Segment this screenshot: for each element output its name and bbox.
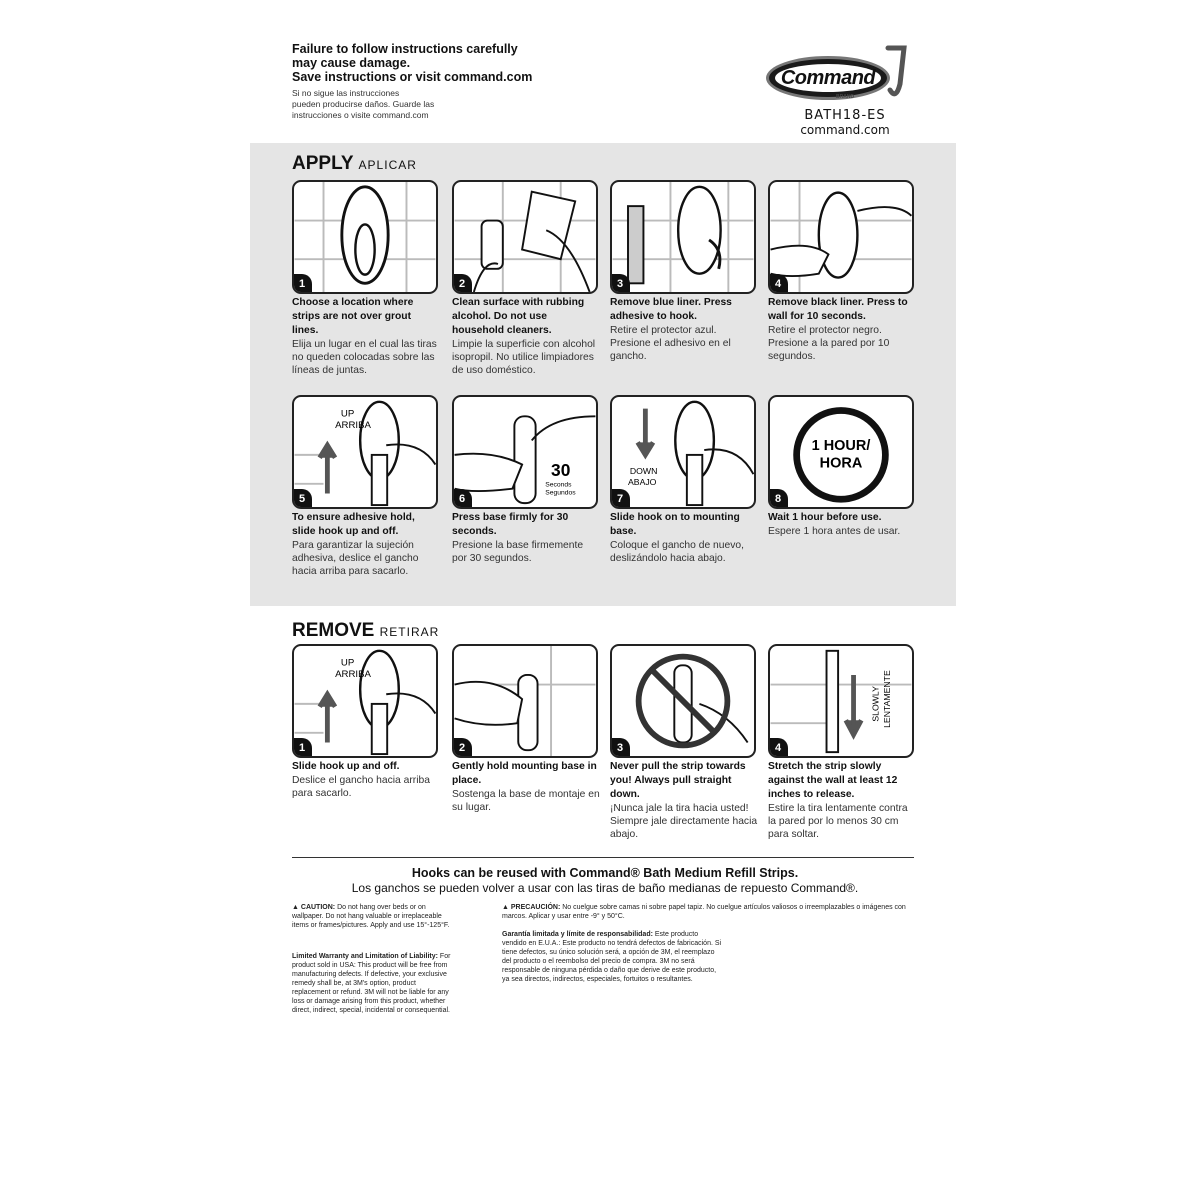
apply-step-3: 3 Remove blue liner. Press adhesive to hook. Retire el protector azul. Presione el adhesivo en el gancho. <box>610 180 758 363</box>
apply-step-6: 30 Seconds Segundos 6 Press base firmly for 30 seconds. Presione la base firmemente por 30 segundos. <box>452 395 600 565</box>
prohibited-icon <box>612 646 754 756</box>
svg-text:Seconds: Seconds <box>545 481 572 489</box>
apply-step-1: 1 Choose a location where strips are not over grout lines. Elija un lugar en el cual las tiras no queden colocadas sobre las líneas de juntas. <box>292 180 440 377</box>
warning-icon: ▲ <box>502 904 509 911</box>
svg-text:UP: UP <box>340 657 355 669</box>
cleaning-hand-icon <box>454 182 596 292</box>
hour-label: 1 HOUR/ <box>811 438 871 455</box>
step-illustration: UP ARRIBA 5 <box>292 395 438 509</box>
caution-text: ▲ CAUTION: Do not hang over beds or on wallpaper. Do not hang valuable or irreplaceable items or frames/pictures. Apply and use 15°-125°F. <box>292 904 450 929</box>
svg-text:Segundos: Segundos <box>545 489 576 497</box>
slide-up-icon <box>294 646 436 756</box>
stretch-strip-icon <box>770 646 912 756</box>
hook-icon <box>884 44 908 102</box>
step-illustration: SLOWLY LENTAMENTE 4 <box>768 644 914 758</box>
step-number: 1 <box>292 274 312 294</box>
remove-step-3: 3 Never pull the strip towards you! Always pull straight down. ¡Nunca jale la tira hacia usted! Siempre jale directamente hacia abajo. <box>610 644 758 841</box>
apply-step-5: UP ARRIBA 5 To ensure adhesive hold, slide hook up and off. Para garantizar la sujeción adhesiva, deslice el gancho hacia arriba para sacarlo. <box>292 395 440 578</box>
step-illustration <box>292 180 438 294</box>
step-illustration: 4 <box>768 180 914 294</box>
step-illustration: 1 HOUR/ HORA 8 <box>768 395 914 509</box>
command-logo <box>766 42 912 112</box>
step-illustration: 3 <box>610 180 756 294</box>
product-code-block <box>790 108 900 137</box>
hold-base-icon <box>454 646 596 756</box>
logo-brand: BRAND <box>836 94 855 100</box>
divider <box>292 857 914 858</box>
thirty-label: 30 <box>551 460 571 481</box>
warning-en: Failure to follow instructions carefully may cause damage. Save instructions or visit command.com <box>292 42 533 84</box>
warranty-text: Limited Warranty and Limitation of Liability: For product sold in USA: This product will be free from manufacturing defects. If defective, your exclusive remedy shall be, at 3M's option, product replacement or refund. 3M will not be liable for any loss or damage arising from this product, whether direct, indirect, special, incidental or consequential. <box>292 953 451 1014</box>
step-illustration: UP ARRIBA 1 <box>292 644 438 758</box>
remove-step-1: UP ARRIBA 1 Slide hook up and off. Deslice el gancho hacia arriba para sacarlo. <box>292 644 440 800</box>
precaucion-text: ▲ PRECAUCIÓN: No cuelgue sobre camas ni sobre papel tapiz. No cuelgue artículos valiosos o irreemplazables o imágenes con marcos. Aplicar y usar entre -9° y 50°C. <box>502 904 906 920</box>
press-base-icon <box>454 397 596 507</box>
apply-step-7: DOWN ABAJO 7 Slide hook on to mounting base. Coloque el gancho de nuevo, deslizándolo hacia abajo. <box>610 395 758 565</box>
logo-wordmark: Command <box>780 66 876 89</box>
step-illustration: DOWN ABAJO 7 <box>610 395 756 509</box>
svg-text:ARRIBA: ARRIBA <box>335 668 371 680</box>
product-code: BATH18-ES <box>804 108 886 123</box>
abajo-label: ABAJO <box>628 476 657 487</box>
lentamente-label: LENTAMENTE <box>882 670 893 728</box>
down-label: DOWN <box>629 466 658 477</box>
step-illustration: 3 <box>610 644 756 758</box>
website: command.com <box>800 123 890 137</box>
press-wall-icon <box>770 182 912 292</box>
hook-liner-icon <box>612 182 754 292</box>
garantia-text: Garantía limitada y límite de responsabilidad: Este producto vendido en E.U.A.: Este producto no tendrá defectos de fabricación. Si tiene defectos, su único solución será, a opción de 3M, el reemplazo del producto o el reembolso del precio de compra. 3M no será responsable de ninguna pérdida o daño que derive de este producto, ya sea directos, indirectos, especiales, fortuitos o resultantes. <box>502 931 722 983</box>
remove-title: REMOVE RETIRAR <box>292 620 440 641</box>
step-illustration: 2 <box>452 180 598 294</box>
apply-step-2: 2 Clean surface with rubbing alcohol. Do not use household cleaners. Limpie la superficie con alcohol isopropil. No utilice limpiadores de uso doméstico. <box>452 180 600 377</box>
reuse-note: Hooks can be reused with Command® Bath Medium Refill Strips. Los ganchos se pueden volver a usar con las tiras de baño medianas de repuesto Command®. <box>351 866 859 895</box>
remove-step-2: 2 Gently hold mounting base in place. Sostenga la base de montaje en su lugar. <box>452 644 600 814</box>
step-illustration: 2 <box>452 644 598 758</box>
apply-title: APPLY APLICAR <box>292 153 417 174</box>
apply-step-4: 4 Remove black liner. Press to wall for 10 seconds. Retire el protector negro. Presione a la pared por 10 segundos. <box>768 180 916 363</box>
warning-icon: ▲ <box>292 904 299 911</box>
clock-icon <box>770 397 912 507</box>
remove-step-4: SLOWLY LENTAMENTE 4 Stretch the strip slowly against the wall at least 12 inches to release. Estire la tira lentamente contra la pared por lo menos 30 cm para soltar. <box>768 644 916 841</box>
up-label: UP <box>340 408 355 420</box>
apply-step-8: 1 HOUR/ HORA 8 Wait 1 hour before use. Espere 1 hora antes de usar. <box>768 395 916 538</box>
slowly-label: SLOWLY <box>870 686 881 722</box>
tile-wall-icon <box>294 182 436 292</box>
slide-down-icon <box>612 397 754 507</box>
arriba-label: ARRIBA <box>335 419 371 431</box>
slide-up-icon <box>294 397 436 507</box>
hora-label: HORA <box>819 455 863 472</box>
step-illustration: 30 Seconds Segundos 6 <box>452 395 598 509</box>
warning-es: Si no sigue las instrucciones pueden producirse daños. Guarde las instrucciones o visite command.com <box>292 88 435 120</box>
warning-block <box>292 42 592 121</box>
